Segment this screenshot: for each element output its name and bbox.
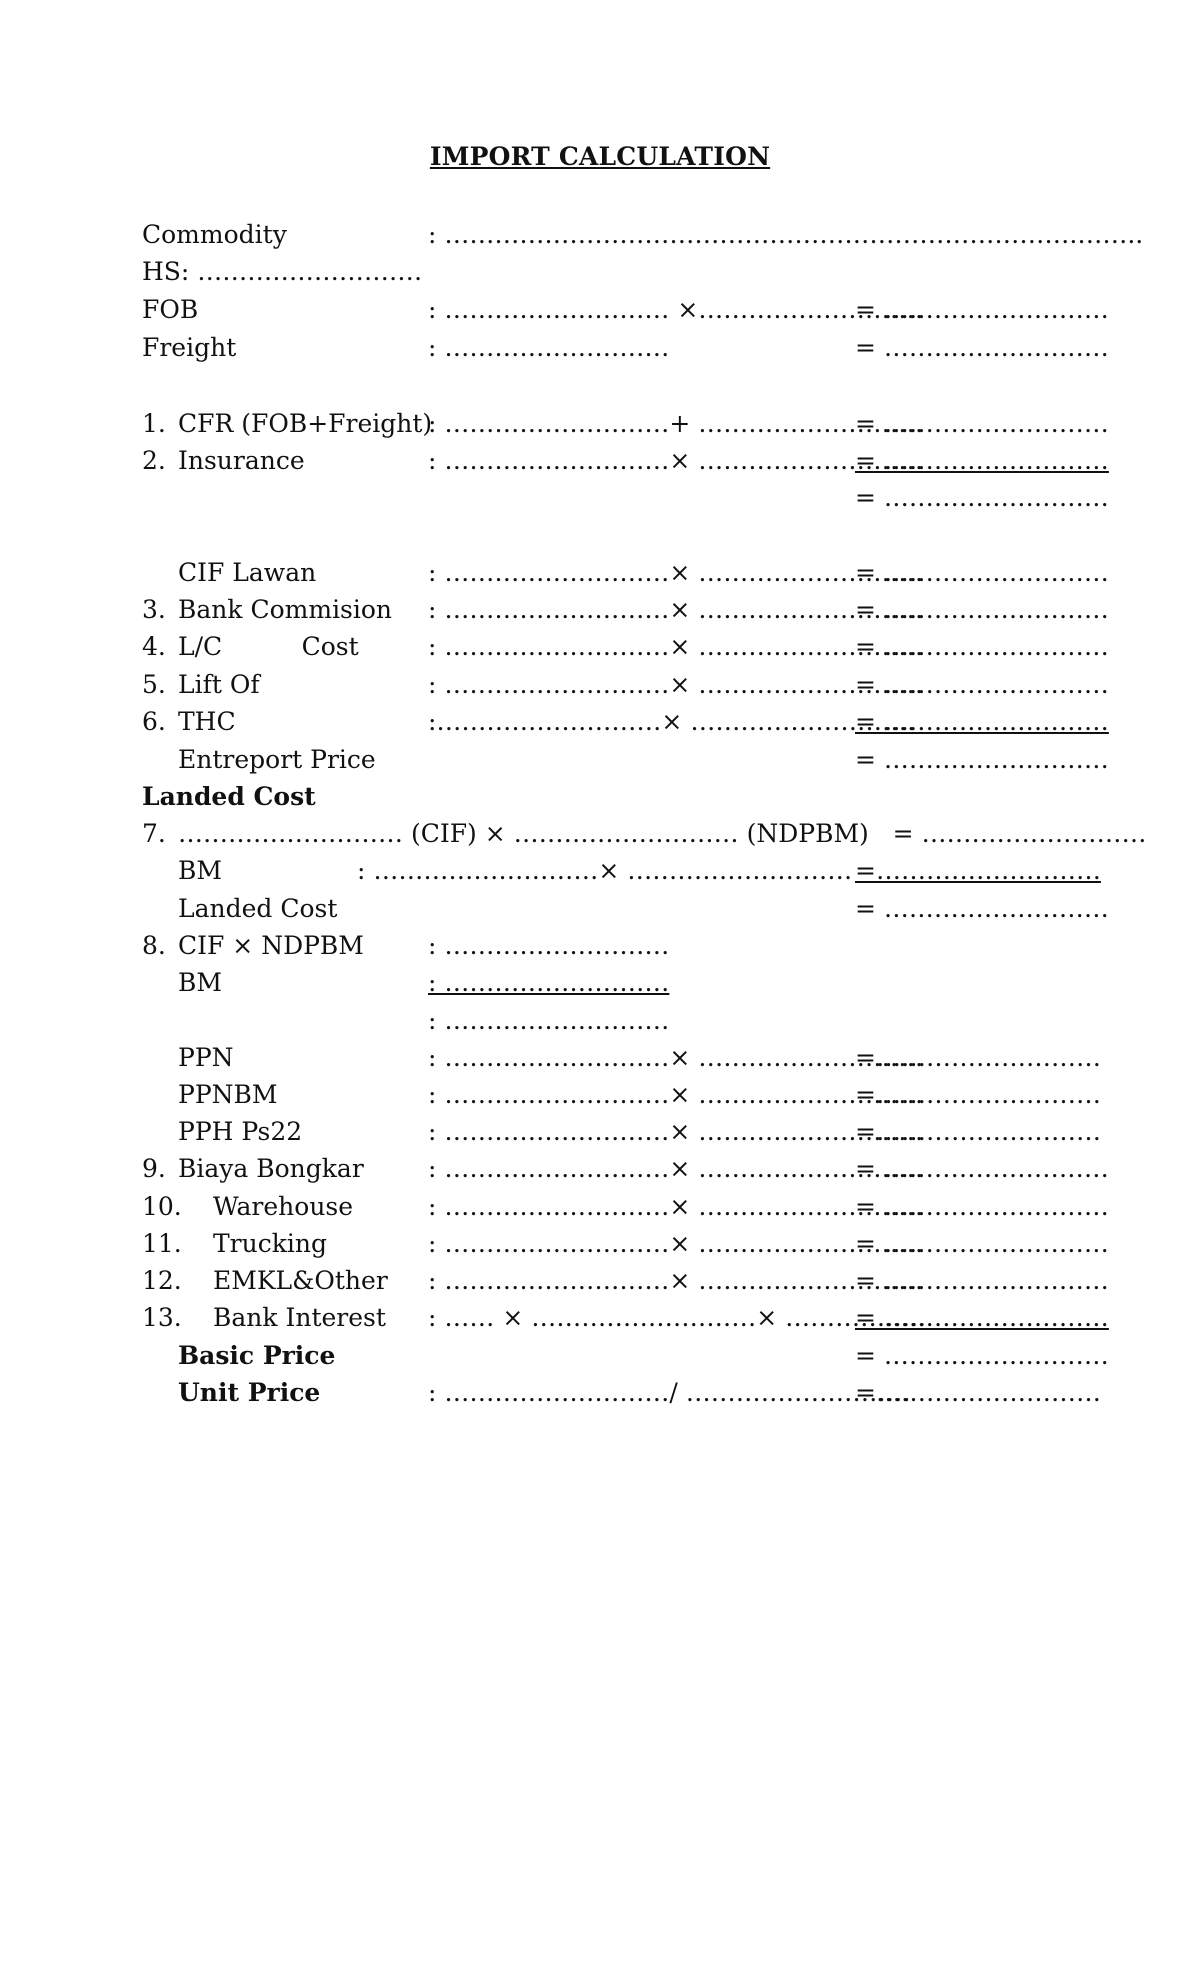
row-result: = ……………………… xyxy=(855,1154,1109,1183)
row-pph-ps22 xyxy=(0,1115,1200,1149)
row-expression: : ………………………× ……………………… xyxy=(428,1043,924,1072)
row-result: = ……………………… xyxy=(855,1192,1109,1221)
row-number: 13. xyxy=(142,1303,182,1332)
row-label: CIF × NDPBM xyxy=(178,931,364,960)
row-expression: : ………………………× ……………………… xyxy=(428,1154,924,1183)
row-label: PPNBM xyxy=(178,1080,278,1109)
row-expression: : ……………………… xyxy=(428,968,670,997)
row-result: =……………………… xyxy=(855,1043,1101,1072)
section-heading: Landed Cost xyxy=(142,782,316,811)
row-cif-ndpbm-formula xyxy=(0,817,1200,851)
row-number: 4. xyxy=(142,632,166,661)
row-expression: : ………………………× ……………………… xyxy=(428,595,924,624)
row-number: 1. xyxy=(142,409,166,438)
row-expression: : ………………………× ……………………… xyxy=(428,1192,924,1221)
row-fob xyxy=(0,293,1200,327)
row-bm xyxy=(0,854,1200,888)
row-bm-2 xyxy=(0,966,1200,1000)
row-expression: : ………………………+ ……………………… xyxy=(428,409,924,438)
row-cif-lawan xyxy=(0,556,1200,590)
row-number: 10. xyxy=(142,1192,182,1221)
row-label: Unit Price xyxy=(178,1378,321,1407)
row-label: Landed Cost xyxy=(178,894,338,923)
row-label: L/C Cost xyxy=(178,632,359,661)
row-label: Lift Of xyxy=(178,670,260,699)
row-number: 8. xyxy=(142,931,166,960)
row-lift-of xyxy=(0,668,1200,702)
row-result: = ……………………… xyxy=(855,446,1109,475)
row-unit-price xyxy=(0,1376,1200,1410)
row-insurance xyxy=(0,444,1200,478)
row-formula: ……………………… (CIF) × ……………………… (NDPBM) = ……………………… xyxy=(178,819,1147,848)
row-label: FOB xyxy=(142,295,199,324)
row-result: = ……………………… xyxy=(855,1266,1109,1295)
row-result: = ……………………… xyxy=(855,558,1109,587)
row-expression: : ……………………… ×……………………… xyxy=(428,295,924,324)
row-bank-commision xyxy=(0,593,1200,627)
row-freight xyxy=(0,331,1200,365)
row-label: PPN xyxy=(178,1043,234,1072)
row-result: =……………………… xyxy=(855,856,1101,885)
row-label: Biaya Bongkar xyxy=(178,1154,364,1183)
row-result: = ……………………… xyxy=(855,632,1109,661)
row-label: Basic Price xyxy=(178,1341,336,1370)
row-ppnbm xyxy=(0,1078,1200,1112)
row-result: = ……………………… xyxy=(855,409,1109,438)
row-result: = ……………………… xyxy=(855,894,1109,923)
row-label: Trucking xyxy=(213,1229,327,1258)
row-label: Warehouse xyxy=(213,1192,354,1221)
row-warehouse xyxy=(0,1190,1200,1224)
row-expression: : ……………………… xyxy=(428,931,670,960)
row-label: Bank Commision xyxy=(178,595,393,624)
row-expression: : ………………………× ……………………… xyxy=(428,1266,924,1295)
row-expression: : ……………………… xyxy=(428,333,670,362)
row-basic-price xyxy=(0,1339,1200,1373)
row-expression: :………………………× ……………………… xyxy=(428,707,916,736)
row-label: PPH Ps22 xyxy=(178,1117,303,1146)
row-result: = ……………………… xyxy=(855,295,1109,324)
row-expression: : ………………………× ……………………… xyxy=(428,1080,924,1109)
row-label: THC xyxy=(178,707,236,736)
row-result: = ……………………… xyxy=(855,1341,1109,1370)
row-expression: : ………………………………………………………………….…….. xyxy=(428,220,1144,249)
row-result: = ……………………… xyxy=(855,333,1109,362)
row-number: 7. xyxy=(142,819,166,848)
row-result: =……………………… xyxy=(855,1117,1101,1146)
row-label: CFR (FOB+Freight) xyxy=(178,409,433,438)
row-expression: : ………………………× ……………………… xyxy=(428,670,924,699)
row-result: =……………………… xyxy=(855,1378,1101,1407)
row-label: Entreport Price xyxy=(178,745,376,774)
row-number: 2. xyxy=(142,446,166,475)
row-hs xyxy=(0,255,1200,289)
row-trucking xyxy=(0,1227,1200,1261)
row-result: = ……………………… xyxy=(855,1303,1109,1332)
row-expression: : ………………………/ ……………………… xyxy=(428,1378,911,1407)
row-expression: : …… × ………………………× …………….. xyxy=(428,1303,926,1332)
row-result: = ……………………… xyxy=(855,670,1109,699)
row-number: 5. xyxy=(142,670,166,699)
row-ppn xyxy=(0,1041,1200,1075)
row-number: 3. xyxy=(142,595,166,624)
row-result: =……………………… xyxy=(855,1080,1101,1109)
row-lc-cost xyxy=(0,630,1200,664)
row-entreport-price xyxy=(0,743,1200,777)
row-biaya-bongkar xyxy=(0,1152,1200,1186)
row-label: HS: ……………………… xyxy=(142,257,423,286)
row-cif-x-ndpbm xyxy=(0,929,1200,963)
row-label: Bank Interest xyxy=(213,1303,386,1332)
row-thc xyxy=(0,705,1200,739)
row-number: 11. xyxy=(142,1229,182,1258)
row-expression: : ………………………× ……………………… xyxy=(428,1229,924,1258)
row-result: = ……………………… xyxy=(855,1229,1109,1258)
row-expression: : ………………………× ……………………… xyxy=(428,1117,924,1146)
row-label: Commodity xyxy=(142,220,287,249)
row-result: = ……………………… xyxy=(855,595,1109,624)
row-result: = ……………………… xyxy=(855,745,1109,774)
row-emkl-other xyxy=(0,1264,1200,1298)
row-label: CIF Lawan xyxy=(178,558,317,587)
row-label: EMKL&Other xyxy=(213,1266,388,1295)
row-subtotal-2 xyxy=(0,1004,1200,1038)
row-label: BM xyxy=(178,968,222,997)
row-cfr xyxy=(0,407,1200,441)
row-label: Freight xyxy=(142,333,237,362)
row-expression: : ………………………× ……………………… xyxy=(428,558,924,587)
row-commodity xyxy=(0,218,1200,252)
row-number: 6. xyxy=(142,707,166,736)
row-expression: : ………………………× ……………………… xyxy=(428,632,924,661)
section-heading-landed-cost xyxy=(0,780,1200,814)
row-bank-interest xyxy=(0,1301,1200,1335)
row-result: = ……………………… xyxy=(855,707,1109,736)
row-number: 12. xyxy=(142,1266,182,1295)
row-result: = ……………………… xyxy=(855,483,1109,512)
row-landed-cost xyxy=(0,892,1200,926)
row-number: 9. xyxy=(142,1154,166,1183)
row-label: Insurance xyxy=(178,446,305,475)
row-expression: : ………………………× ……………………… xyxy=(357,856,853,885)
document-title: IMPORT CALCULATION xyxy=(429,142,771,171)
row-expression: : ………………………× ……………………… xyxy=(428,446,924,475)
row-label: BM xyxy=(178,856,222,885)
row-subtotal xyxy=(0,481,1200,515)
row-expression: : ……………………… xyxy=(428,1006,670,1035)
